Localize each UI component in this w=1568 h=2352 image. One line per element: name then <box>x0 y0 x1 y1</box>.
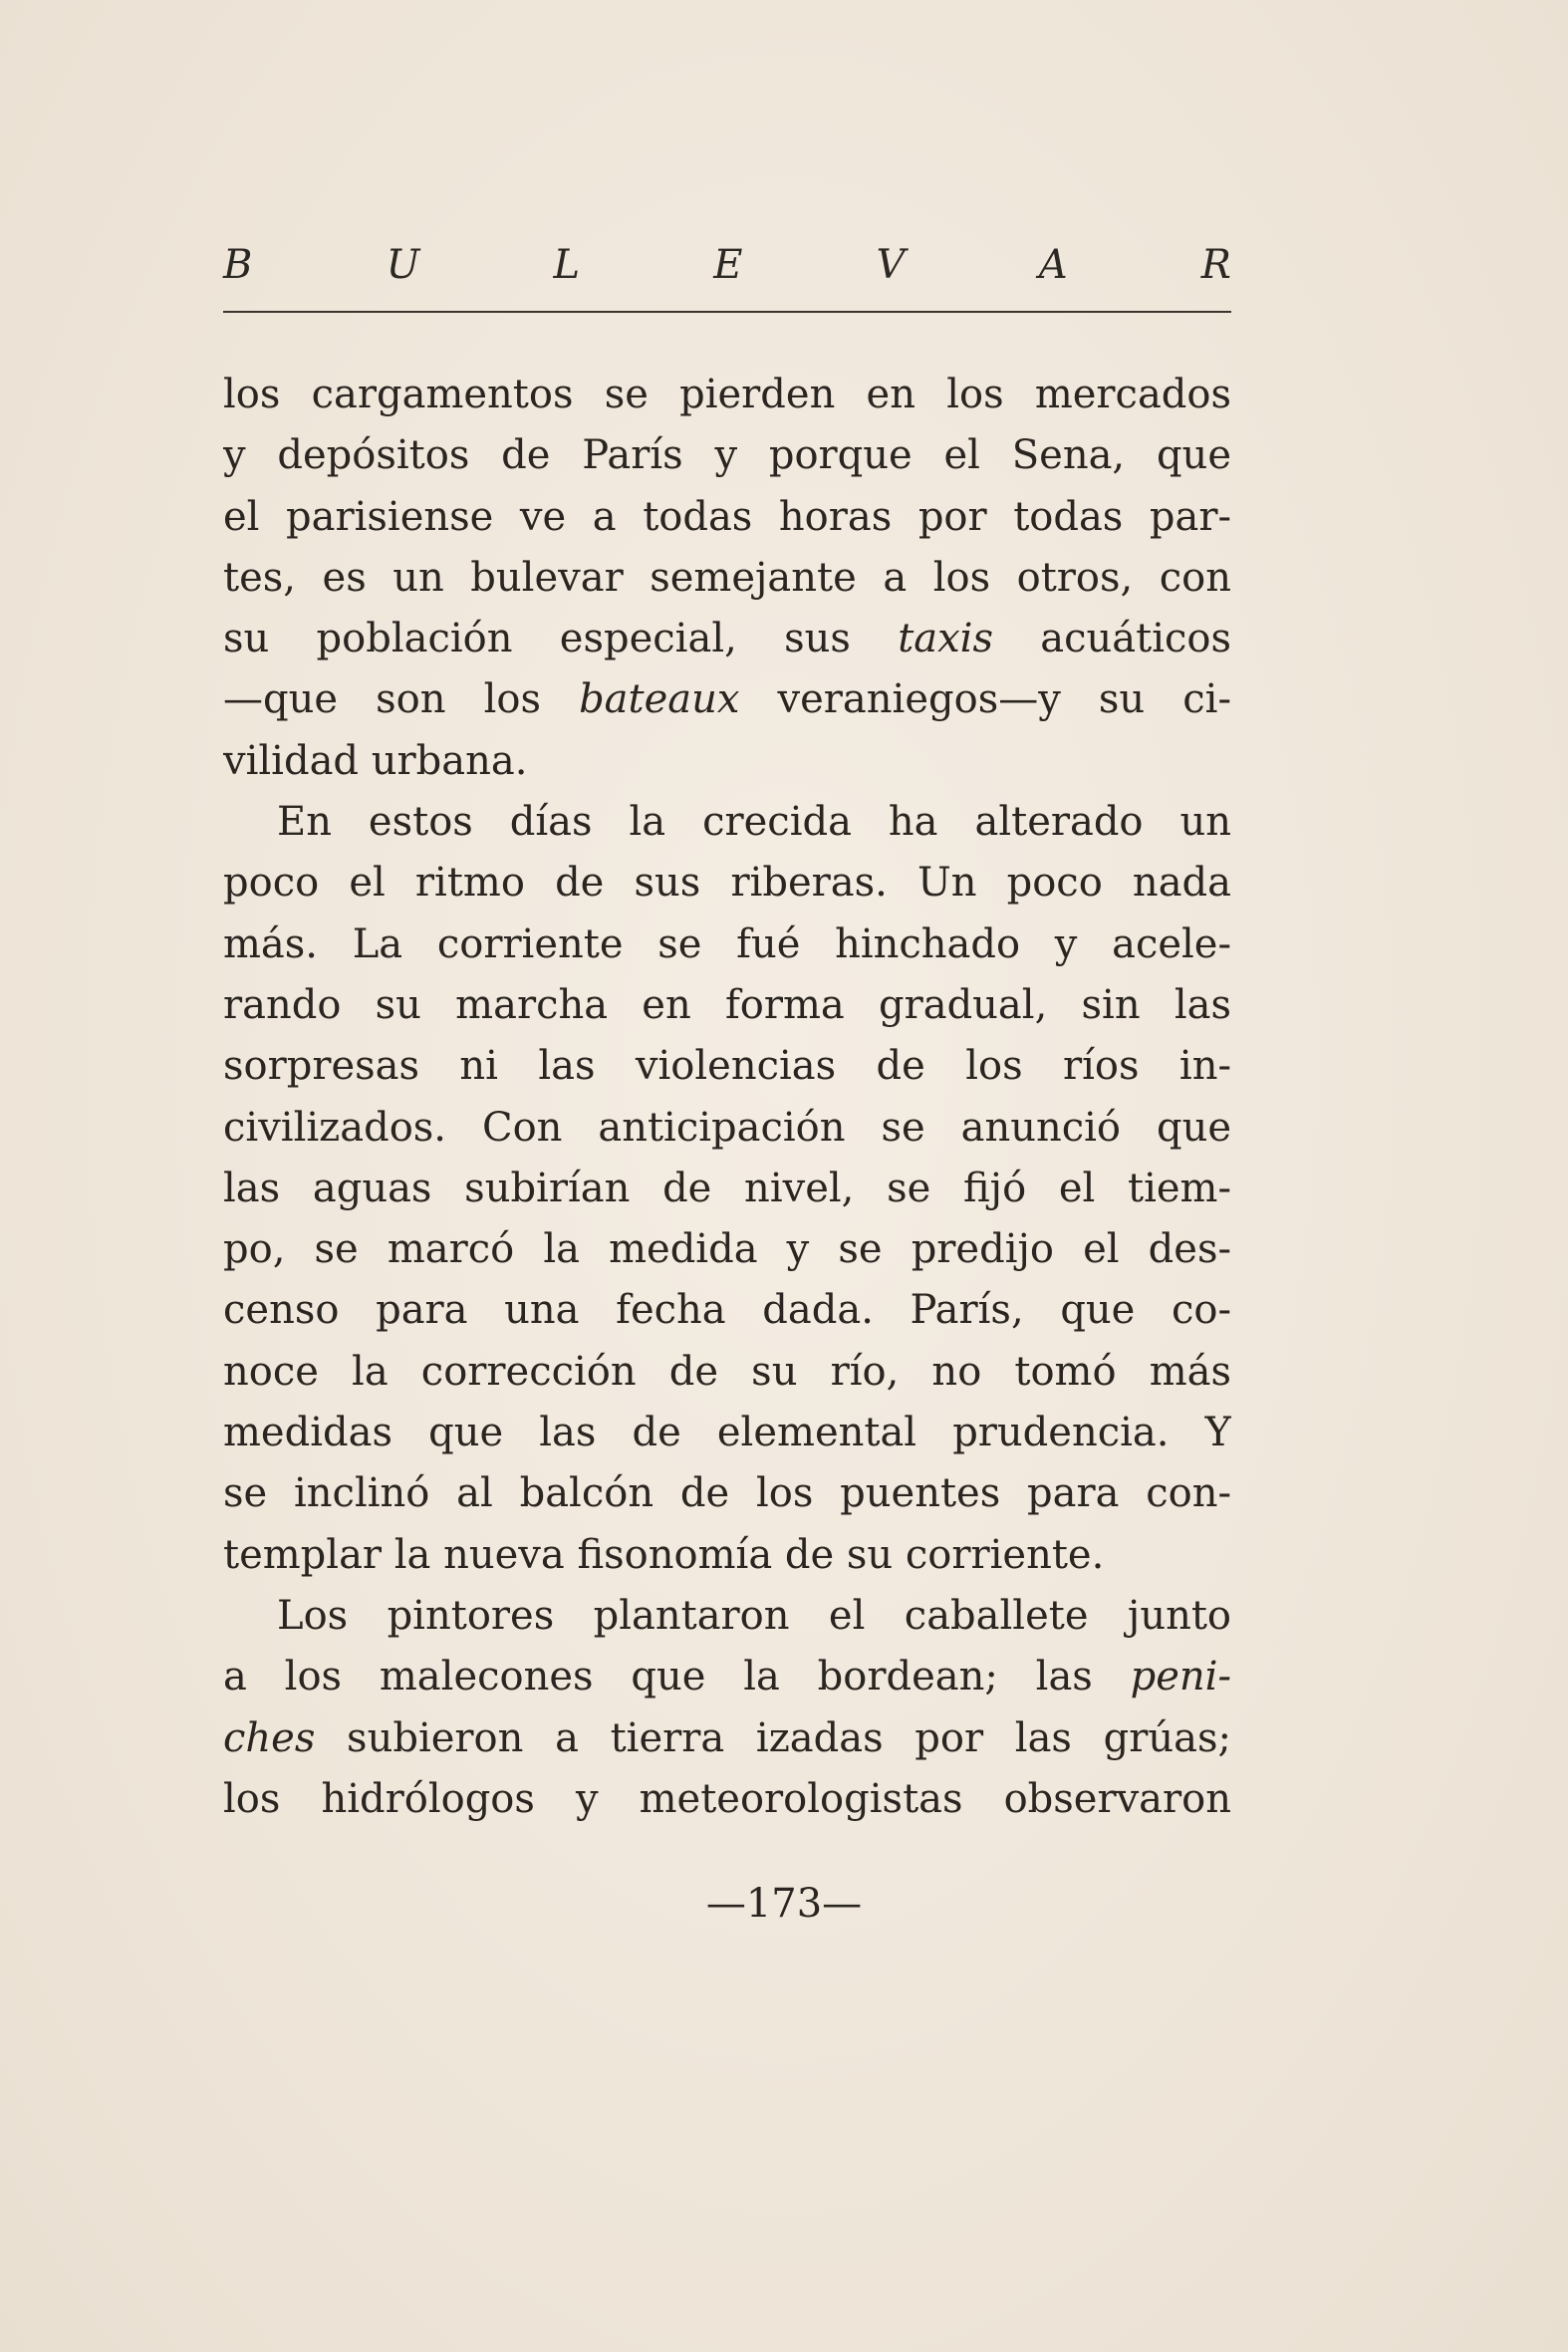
text-line: templar la nueva fisonomía de su corriente. <box>223 1531 1105 1578</box>
header-rule <box>223 311 1231 313</box>
text-line: más. La corriente se fué hinchado y acele- <box>223 920 1231 967</box>
text-line: y depósitos de París y porque el Sena, que <box>223 432 1231 479</box>
text-line: el parisiense ve a todas horas por todas par- <box>223 493 1231 540</box>
body-text <box>223 365 1231 1830</box>
text-line: los hidrólogos y meteorologistas observaron <box>223 1775 1231 1822</box>
italic-term: bateaux <box>579 676 740 723</box>
page-number: —173— <box>705 1881 863 1927</box>
text-line: Los pintores plantaron el caballete junto <box>277 1592 1231 1639</box>
text-segment: veraniegos—y su ci- <box>739 676 1231 723</box>
text-line: noce la corrección de su río, no tomó más <box>223 1348 1231 1395</box>
header-letter: R <box>1200 242 1231 288</box>
text-line: sorpresas ni las violencias de los ríos in- <box>223 1043 1231 1090</box>
text-segment: subieron a tierra izadas por las grúas; <box>315 1714 1231 1761</box>
header-letter: V <box>876 242 906 288</box>
running-header <box>223 242 1231 295</box>
text-line: civilizados. Con anticipación se anunció que <box>223 1104 1231 1151</box>
header-letter: E <box>713 242 743 288</box>
header-letter: B <box>223 242 253 288</box>
running-header-title <box>223 242 1231 288</box>
text-line: poco el ritmo de sus riberas. Un poco nada <box>223 860 1231 907</box>
header-letter: A <box>1038 242 1068 288</box>
text-line <box>223 609 1231 669</box>
text-line <box>223 669 1231 730</box>
text-line: medidas que las de elemental prudencia. Y <box>223 1410 1231 1456</box>
text-segment: —que son los <box>223 676 580 723</box>
text-line: tes, es un bulevar semejante a los otros, con <box>223 554 1231 601</box>
text-line <box>223 1647 1231 1707</box>
text-line <box>223 1708 1231 1769</box>
text-line: se inclinó al balcón de los puentes para con- <box>223 1470 1231 1517</box>
text-segment: su población especial, sus <box>223 616 899 662</box>
text-segment: a los malecones que la bordean; las <box>223 1654 1131 1700</box>
italic-term: ches <box>223 1714 316 1761</box>
header-letter: L <box>553 242 581 288</box>
text-line: po, se marcó la medida y se predijo el des- <box>223 1226 1231 1273</box>
text-line: las aguas subirían de nivel, se fijó el tiem- <box>223 1165 1231 1211</box>
text-line: vilidad urbana. <box>223 737 528 784</box>
text-line: censo para una fecha dada. París, que co- <box>223 1287 1231 1334</box>
header-letter: U <box>386 242 420 288</box>
text-line: rando su marcha en forma gradual, sin las <box>223 981 1231 1028</box>
text-line: los cargamentos se pierden en los mercados <box>223 372 1231 417</box>
italic-term: taxis <box>898 616 993 662</box>
text-segment: acuáticos <box>993 616 1231 662</box>
italic-term: peni- <box>1130 1654 1231 1700</box>
text-line: En estos días la crecida ha alterado un <box>277 799 1231 846</box>
